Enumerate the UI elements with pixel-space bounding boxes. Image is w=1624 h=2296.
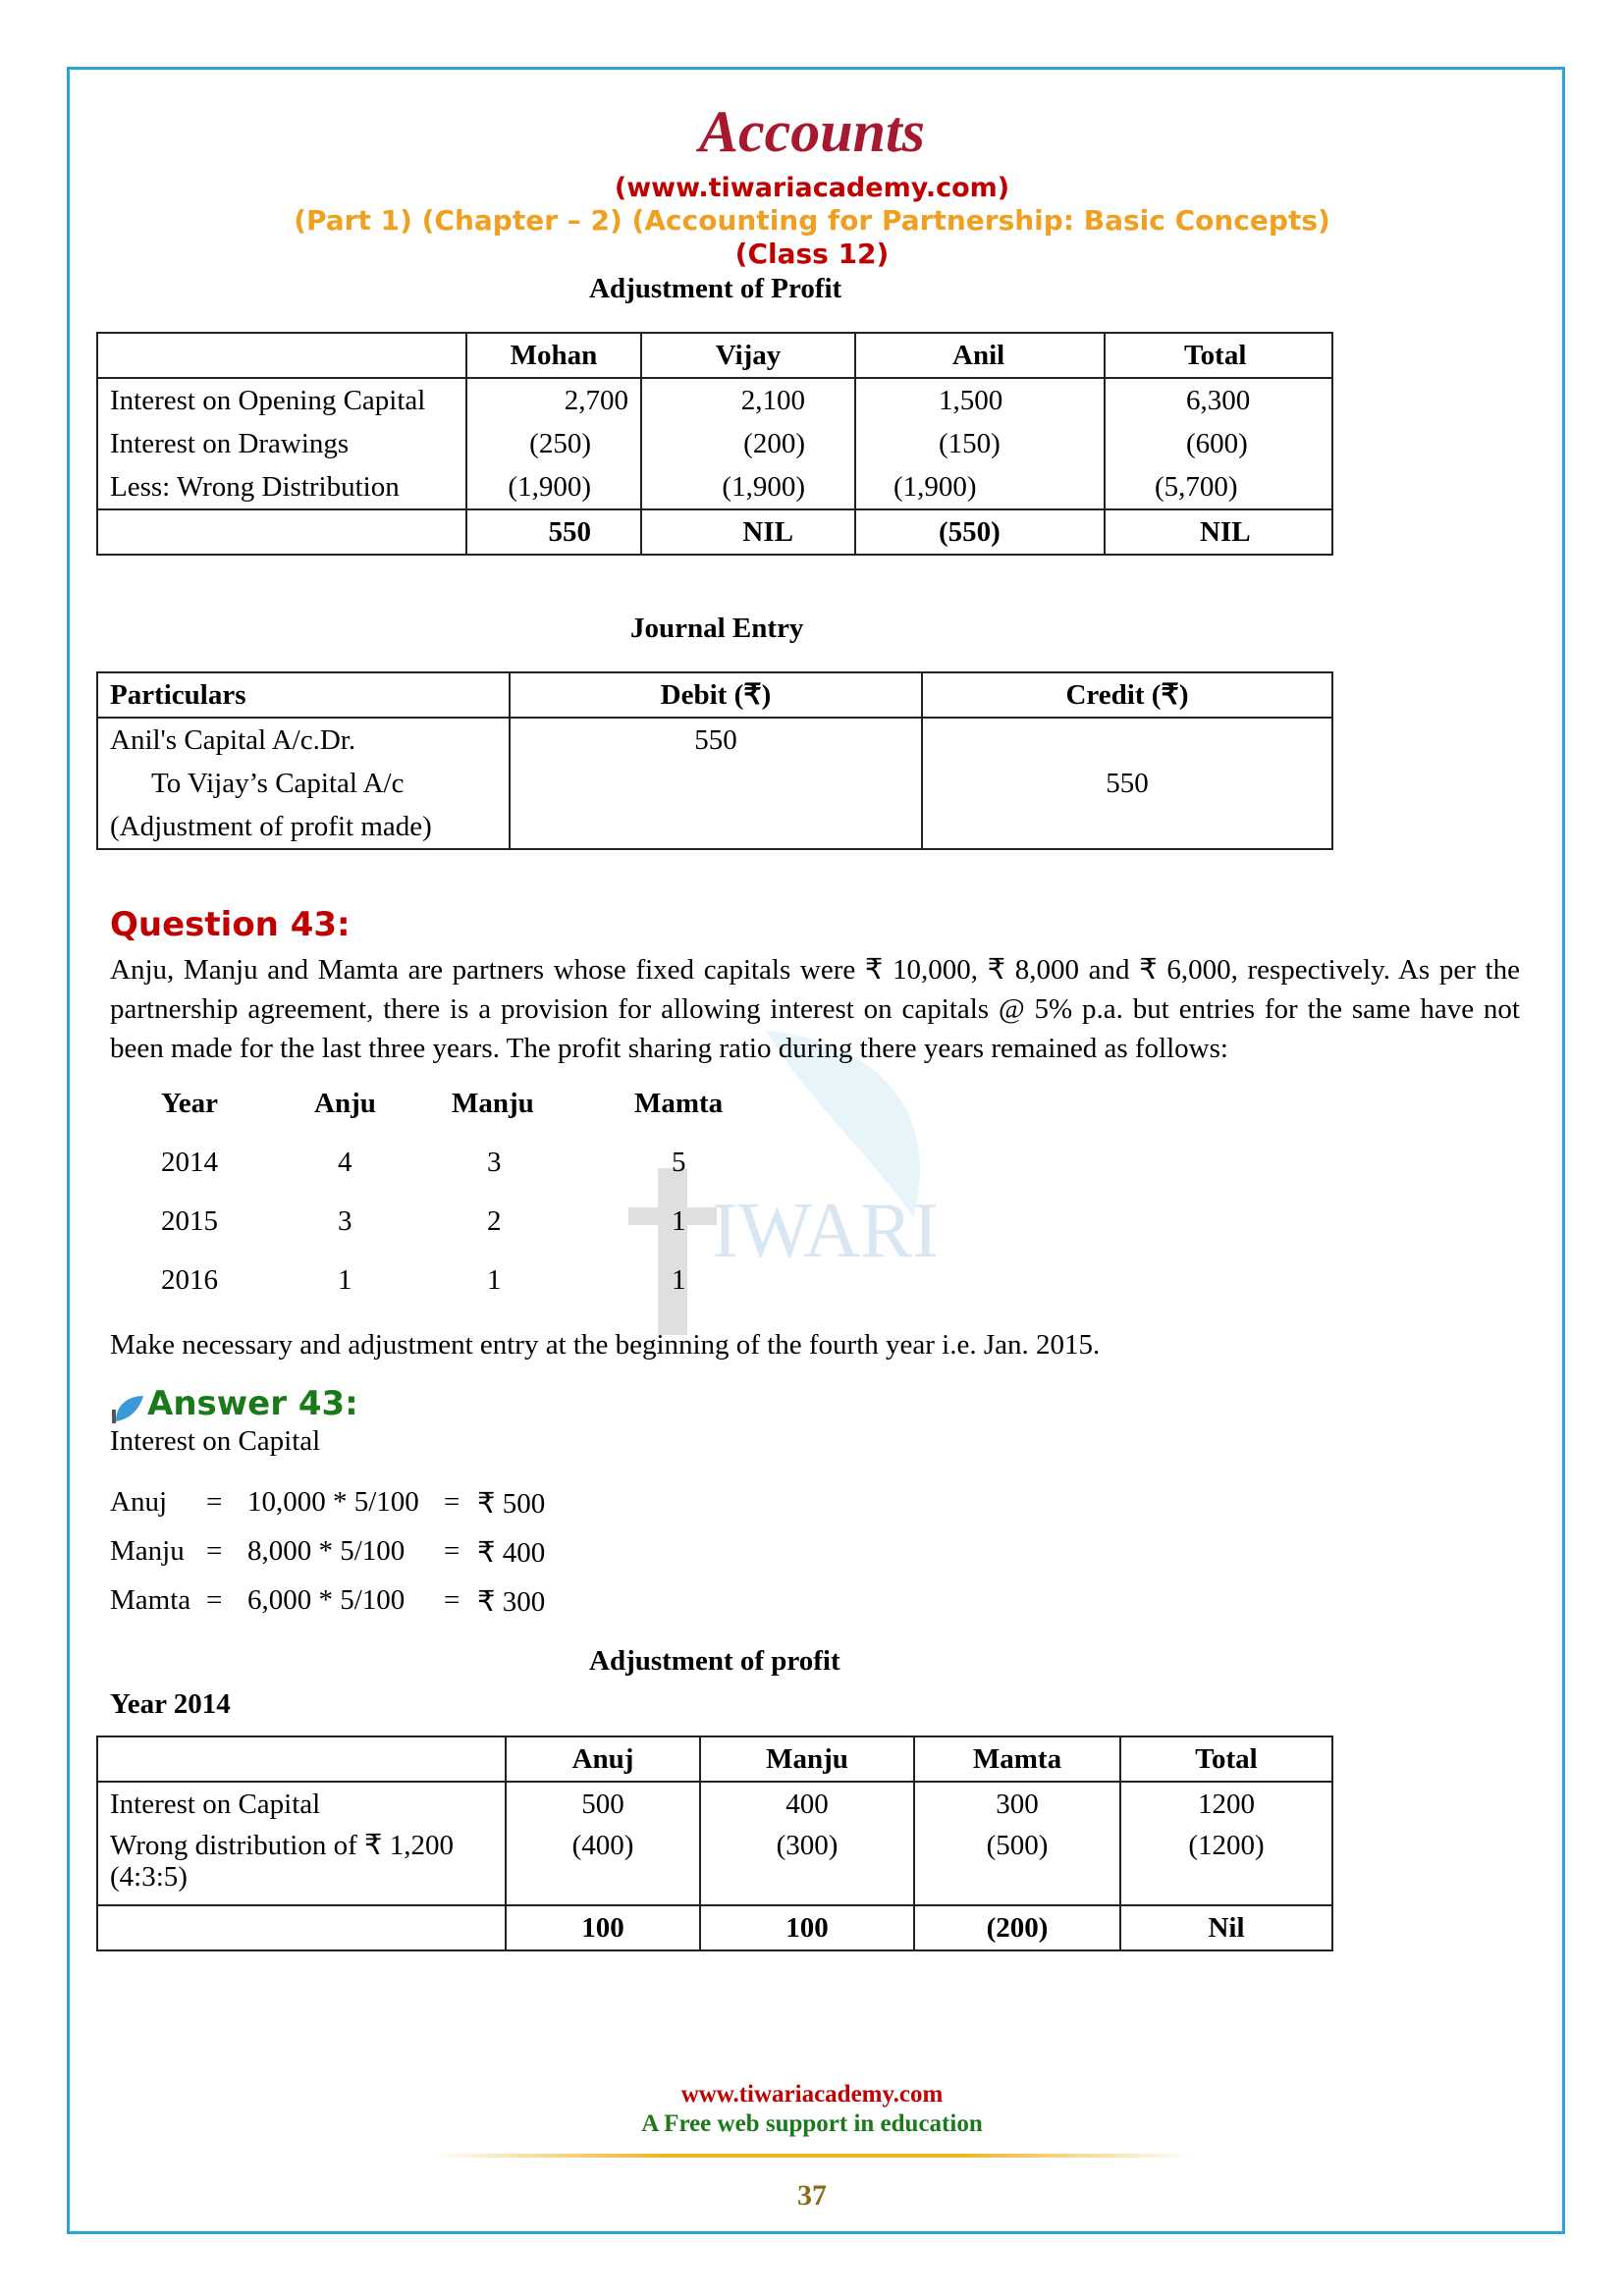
tiwari-watermark-logo bbox=[619, 1021, 1011, 1374]
table-header-row: Particulars Debit (₹) Credit (₹) bbox=[97, 672, 1332, 718]
document-title: Accounts bbox=[698, 99, 926, 164]
table-row: Less: Wrong Distribution (1,900) (1,900) (1,900) (5,700) bbox=[97, 465, 1332, 509]
question-heading: Question 43: bbox=[110, 905, 351, 944]
table-header-row: Mohan Vijay Anil Total bbox=[97, 333, 1332, 378]
header-class: (Class 12) bbox=[734, 238, 890, 270]
table-row: Interest on Capital 500 400 300 1200 bbox=[97, 1782, 1332, 1826]
table-total-row: 100 100 (200) Nil bbox=[97, 1905, 1332, 1950]
table-row: To Vijay’s Capital A/c 550 bbox=[97, 762, 1332, 805]
header-website: (www.tiwariacademy.com) bbox=[614, 173, 1010, 203]
footer-divider bbox=[432, 2154, 1192, 2158]
adjustment-2014-table bbox=[96, 1735, 1333, 1951]
table-row: Interest on Drawings (250) (200) (150) (600) bbox=[97, 422, 1332, 465]
answer-subheading: Interest on Capital bbox=[110, 1425, 321, 1457]
journal-heading: Journal Entry bbox=[630, 613, 804, 644]
adjustment-heading: Adjustment of Profit bbox=[589, 273, 842, 304]
page-number: 37 bbox=[797, 2179, 827, 2212]
journal-table bbox=[96, 671, 1333, 850]
footer-website-link[interactable]: www.tiwariacademy.com bbox=[680, 2081, 944, 2108]
table-row: Interest on Opening Capital 2,700 2,100 1,500 6,300 bbox=[97, 378, 1332, 422]
table-row: (Adjustment of profit made) bbox=[97, 805, 1332, 849]
table-row: Anil's Capital A/c.Dr. 550 bbox=[97, 718, 1332, 762]
answer-heading: Answer 43: bbox=[147, 1384, 358, 1423]
question-instruction: Make necessary and adjustment entry at the beginning of the fourth year i.e. Jan. 2015. bbox=[110, 1329, 1101, 1361]
header-chapter: (Part 1) (Chapter – 2) (Accounting for Partnership: Basic Concepts) bbox=[294, 204, 1330, 237]
year-label: Year 2014 bbox=[110, 1688, 231, 1720]
adjustment-table bbox=[96, 332, 1333, 556]
tiwari-leaf-icon bbox=[110, 1394, 145, 1423]
watermark-text: IWARI bbox=[712, 1188, 940, 1274]
table-row: Wrong distribution of ₹ 1,200 (4:3:5) (400) (300) (500) (1200) bbox=[97, 1826, 1332, 1905]
footer-tagline: A Free web support in education bbox=[641, 2110, 983, 2137]
table-header-row: Anuj Manju Mamta Total bbox=[97, 1736, 1332, 1782]
question-text: Anju, Manju and Mamta are partners whose fixed capitals were ₹ 10,000, ₹ 8,000 and ₹ 6,000, respectively. As per the partnership agreement, there is a provision for allowing interest on capitals @ 5% p.a. but entries for the same have not been made for the last three years. The profit sharing ratio during there years remained as follows: bbox=[110, 954, 1520, 1064]
table-total-row: 550 NIL (550) NIL bbox=[97, 509, 1332, 555]
adjustment2-heading: Adjustment of profit bbox=[589, 1645, 840, 1677]
